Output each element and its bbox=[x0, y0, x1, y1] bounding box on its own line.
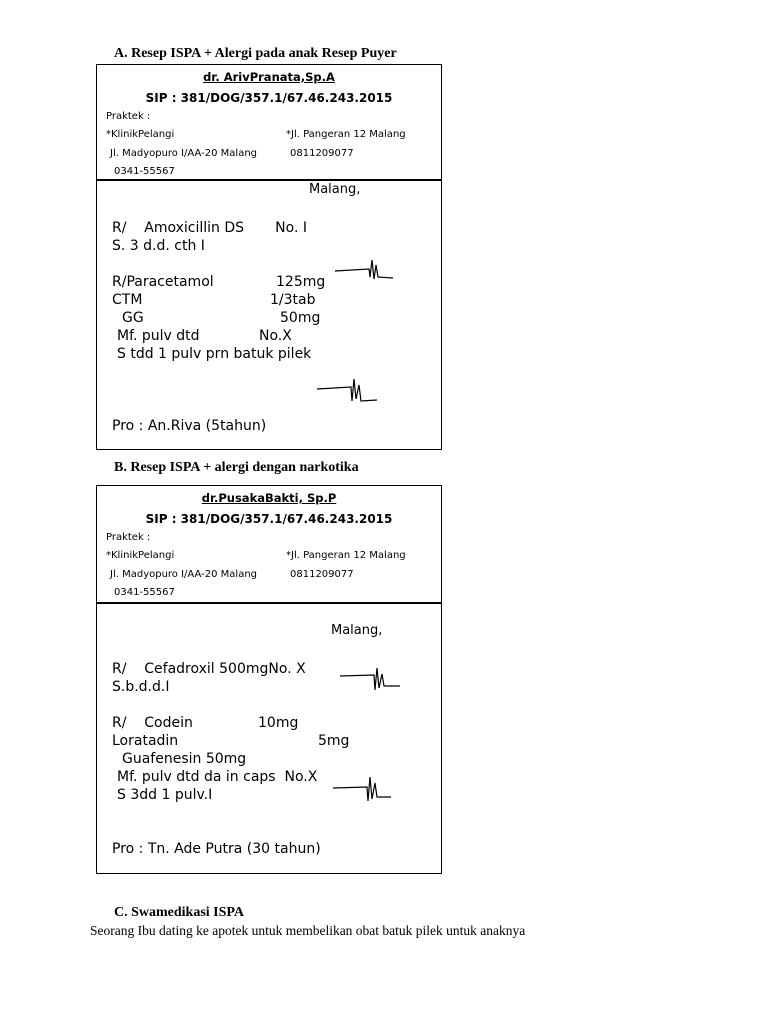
rx2-mf-no: No.X bbox=[259, 328, 292, 344]
rx1-line2: S.b.d.d.I bbox=[112, 679, 170, 695]
home-address: Jl. Madyopuro I/AA-20 Malang bbox=[110, 569, 258, 580]
section-a-title: A. Resep ISPA + Alergi pada anak Resep Puyer bbox=[114, 46, 397, 61]
clinic-address: *Jl. Pangeran 12 Malang bbox=[286, 129, 406, 140]
rx2-signa: S tdd 1 pulv prn batuk pilek bbox=[117, 346, 312, 362]
sip-number: SIP : 381/DOG/357.1/67.46.243.2015 bbox=[145, 512, 393, 526]
rx2-drug3: Guafenesin 50mg bbox=[122, 751, 247, 767]
home-address: Jl. Madyopuro I/AA-20 Malang bbox=[110, 148, 258, 159]
rx2-signa: S 3dd 1 pulv.I bbox=[117, 787, 213, 803]
rx1-line1: R/ Cefadroxil 500mgNo. X bbox=[112, 661, 306, 677]
patient-name: Pro : Tn. Ade Putra (30 tahun) bbox=[112, 841, 321, 857]
doctor-name: dr.PusakaBakti, Sp.P bbox=[201, 491, 337, 505]
prescription-a bbox=[96, 64, 442, 450]
rx1-line2: S. 3 d.d. cth I bbox=[112, 238, 205, 254]
phone-home: 0341-55567 bbox=[114, 166, 175, 177]
patient-name: Pro : An.Riva (5tahun) bbox=[112, 418, 267, 434]
rx2-dose3: 50mg bbox=[280, 310, 321, 326]
signature-icon bbox=[338, 666, 402, 696]
rx2-drug2: Loratadin bbox=[112, 733, 179, 749]
phone-mobile: 0811209077 bbox=[290, 148, 354, 159]
rx2-mf: Mf. pulv dtd da in caps No.X bbox=[117, 769, 318, 785]
section-b-title: B. Resep ISPA + alergi dengan narkotika bbox=[114, 460, 359, 475]
rx2-drug3: GG bbox=[122, 310, 144, 326]
rx2-dose2: 5mg bbox=[318, 733, 350, 749]
rx2-dose1: 10mg bbox=[258, 715, 299, 731]
clinic-name: *KlinikPelangi bbox=[106, 550, 175, 561]
praktek-label: Praktek : bbox=[106, 111, 151, 122]
phone-home: 0341-55567 bbox=[114, 587, 175, 598]
rx2-drug1: R/ Codein bbox=[112, 715, 193, 731]
signature-icon bbox=[331, 773, 395, 805]
sip-number: SIP : 381/DOG/357.1/67.46.243.2015 bbox=[145, 91, 393, 105]
rx2-drug1: R/Paracetamol bbox=[112, 274, 214, 290]
clinic-name: *KlinikPelangi bbox=[106, 129, 175, 140]
signature-icon bbox=[315, 375, 379, 407]
rx1-line1: R/ Amoxicillin DS No. I bbox=[112, 220, 307, 236]
header-divider bbox=[96, 602, 442, 604]
prescription-b bbox=[96, 485, 442, 874]
city-label: Malang, bbox=[309, 182, 361, 197]
signature-icon bbox=[333, 257, 397, 287]
header-divider bbox=[96, 179, 442, 181]
rx2-dose2: 1/3tab bbox=[270, 292, 316, 308]
clinic-address: *Jl. Pangeran 12 Malang bbox=[286, 550, 406, 561]
praktek-label: Praktek : bbox=[106, 532, 151, 543]
section-c-title: C. Swamedikasi ISPA bbox=[114, 905, 245, 920]
city-label: Malang, bbox=[331, 623, 383, 638]
section-c-text: Seorang Ibu dating ke apotek untuk membelikan obat batuk pilek untuk anaknya bbox=[90, 923, 526, 938]
doctor-name: dr. ArivPranata,Sp.A bbox=[203, 70, 335, 84]
rx2-drug2: CTM bbox=[112, 292, 143, 308]
phone-mobile: 0811209077 bbox=[290, 569, 354, 580]
rx2-mf: Mf. pulv dtd bbox=[117, 328, 200, 344]
rx2-dose1: 125mg bbox=[276, 274, 326, 290]
